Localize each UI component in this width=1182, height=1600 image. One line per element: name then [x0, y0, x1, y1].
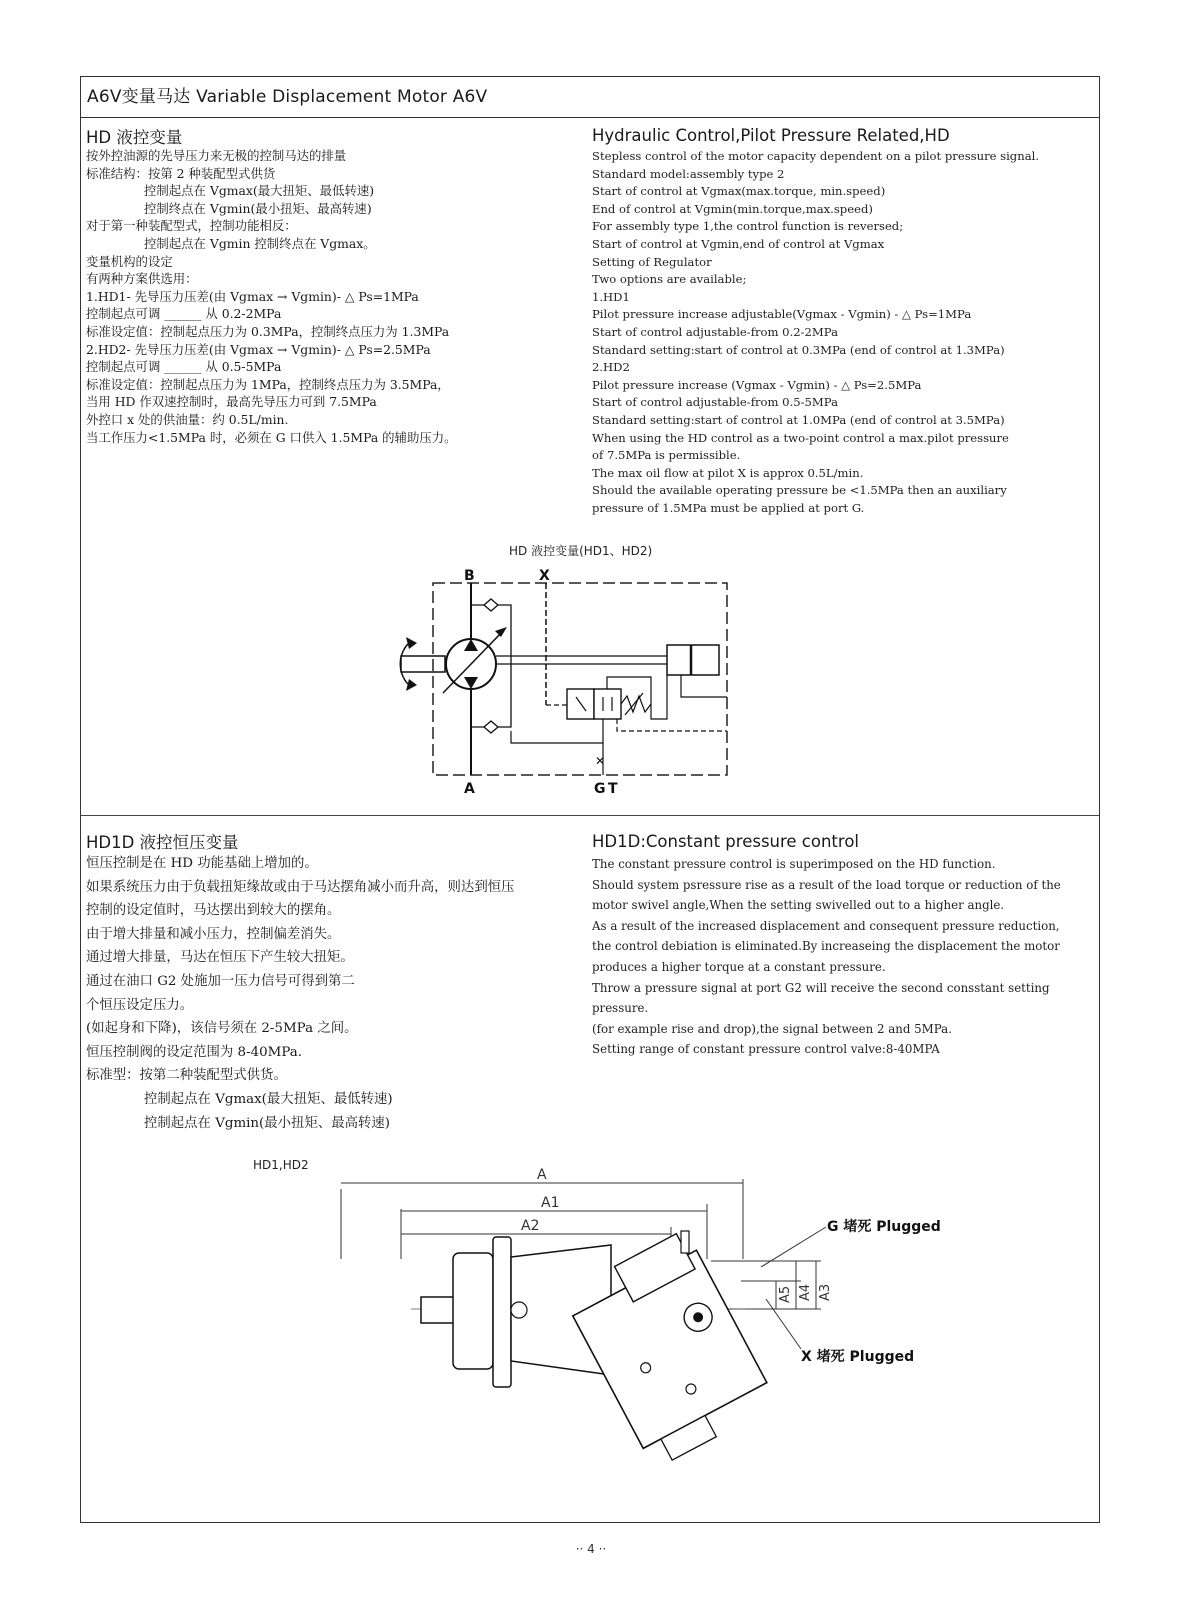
text-line: of 7.5MPa is permissible.	[592, 448, 741, 463]
page-title: A6V变量马达 Variable Displacement Motor A6V	[87, 87, 488, 107]
text-line: The constant pressure control is superimposed on the HD function.	[592, 857, 996, 871]
check-valve-bottom	[484, 721, 498, 733]
text-line: 控制起点在 Vgmin 控制终点在 Vgmax。	[144, 235, 376, 251]
control-cylinder	[667, 645, 719, 675]
flange-bolt	[511, 1302, 527, 1318]
text-line: Start of control at Vgmin,end of control at Vgmax	[592, 236, 885, 251]
motor-dimension-drawing	[241, 1149, 941, 1519]
text-line: The max oil flow at pilot X is approx 0.5L/min.	[592, 465, 864, 480]
text-line: End of control at Vgmin(min.torque,max.speed)	[592, 201, 873, 216]
text-line: 如果系统压力由于负载扭矩缘故或由于马达摆角减小而升高，则达到恒压	[86, 879, 515, 895]
text-line: 标准型：按第二种装配型式供货。	[86, 1068, 287, 1084]
hd1d-title-cn: HD1D 液控恒压变量	[86, 833, 239, 852]
text-line: 2.HD2	[592, 360, 630, 375]
variable-arrow-head	[495, 627, 507, 637]
page-number: ·· 4 ··	[575, 1542, 607, 1556]
cylinder-line	[681, 675, 727, 697]
hd-title-en: Hydraulic Control,Pilot Pressure Related,HD	[592, 126, 950, 145]
text-line: 外控口 x 处的供油量：约 0.5L/min.	[86, 411, 289, 427]
supply-line	[511, 731, 603, 743]
text-line: Start of control adjustable-from 0.2-2MPa	[592, 324, 838, 339]
text-line: 标准设定值：控制起点压力为 0.3MPa，控制终点压力为 1.3MPa	[86, 323, 450, 339]
shuttle-line	[498, 605, 511, 727]
hd-hydraulic-schematic	[381, 537, 781, 807]
schematic-caption: HD 液控变量(HD1、HD2)	[509, 544, 653, 558]
motor-shaft	[401, 656, 445, 672]
text-line: For assembly type 1,the control function is reversed;	[592, 219, 904, 234]
port-g-label: G	[594, 781, 606, 797]
text-line: 变量机构的设定	[86, 253, 173, 269]
port-b-label: B	[464, 568, 475, 584]
text-line: As a result of the increased displacement and consequent pressure reduction,	[592, 918, 1060, 933]
text-line: produces a higher torque at a constant pressure.	[592, 959, 886, 974]
hd-title-cn: HD 液控变量	[86, 128, 183, 147]
text-line: 恒压控制阀的设定范围为 8-40MPa.	[86, 1044, 302, 1060]
text-line: 控制起点在 Vgmax(最大扭矩、最低转速)	[144, 1091, 393, 1107]
text-line: Standard setting:start of control at 1.0MPa (end of control at 3.5MPa)	[592, 412, 1005, 427]
page-frame	[80, 76, 1100, 1523]
hd-text-en	[592, 148, 1039, 517]
text-line: Start of control at Vgmax(max.torque, min.speed)	[592, 184, 886, 199]
servo-valve-right	[594, 689, 621, 719]
text-line: (如起身和下降)，该信号须在 2-5MPa 之间。	[86, 1021, 358, 1037]
text-line: 控制起点可调 ______ 从 0.2-2MPa	[86, 306, 282, 322]
drawing-caption: HD1,HD2	[253, 1158, 309, 1172]
text-line: Setting range of constant pressure control valve:8-40MPA	[592, 1042, 940, 1057]
text-line: Stepless control of the motor capacity dependent on a pilot pressure signal.	[592, 149, 1040, 163]
rotation-arrow-head-bottom	[406, 679, 417, 691]
dim-a-label: A	[537, 1167, 547, 1183]
text-line: 控制终点在 Vgmin(最小扭矩、最高转速)	[144, 200, 372, 216]
text-line: 通过在油口 G2 处施加一压力信号可得到第二	[86, 973, 355, 989]
text-line: 1.HD1- 先导压力压差(由 Vgmax → Vgmin)- △ Ps=1MPa	[86, 288, 419, 304]
text-line: motor swivel angle,When the setting swivelled out to a higher angle.	[592, 898, 1005, 913]
text-line: 通过增大排量，马达在恒压下产生较大扭矩。	[86, 950, 354, 966]
dim-a2-label: A2	[521, 1218, 540, 1234]
port-a-label: A	[464, 781, 475, 797]
dim-a4-label: A4	[798, 1283, 813, 1301]
text-line: Should system psressure rise as a result of the load torque or reduction of the	[592, 877, 1061, 892]
text-line: 控制的设定值时，马达摆出到较大的摆角。	[86, 903, 341, 919]
rotation-arrow-head-top	[406, 637, 417, 649]
flange-plate	[493, 1237, 511, 1387]
text-line: pressure of 1.5MPa must be applied at port G.	[592, 500, 865, 515]
dim-a3-label: A3	[818, 1283, 833, 1301]
output-shaft	[421, 1297, 455, 1323]
text-line: pressure.	[592, 1001, 649, 1016]
text-line: 控制起点可调 ______ 从 0.5-5MPa	[86, 359, 282, 375]
text-line: 由于增大排量和减小压力，控制偏差消失。	[86, 926, 341, 942]
text-line: 有两种方案供选用：	[86, 271, 198, 287]
page-header	[81, 77, 1099, 118]
text-line: 2.HD2- 先导压力压差(由 Vgmax → Vgmin)- △ Ps=2.5MPa	[86, 341, 431, 357]
orifice-mark: ✕	[595, 754, 606, 768]
text-line: 标准设定值：控制起点压力为 1MPa，控制终点压力为 3.5MPa，	[86, 376, 450, 392]
text-line: (for example rise and drop),the signal between 2 and 5MPa.	[592, 1021, 952, 1036]
port-g-plugged: G 堵死 Plugged	[827, 1219, 941, 1235]
text-line: 按外控油源的先导压力来无极的控制马达的排量	[86, 148, 347, 163]
text-line: 标准结构：按第 2 种装配型式供货	[86, 165, 276, 181]
text-line: Standard setting:start of control at 0.3MPa (end of control at 1.3MPa)	[592, 342, 1005, 357]
port-x-label: X	[539, 568, 550, 584]
check-valve-top	[484, 599, 498, 611]
hd1d-text-en	[592, 854, 1061, 1060]
text-line: 1.HD1	[592, 289, 630, 304]
vent-plug	[681, 1231, 689, 1253]
text-line: Setting of Regulator	[592, 254, 712, 269]
tank-line	[617, 719, 727, 731]
text-line: Should the available operating pressure be <1.5MPa then an auxiliary	[592, 483, 1007, 498]
text-line: 对于第一种装配型式，控制功能相反：	[86, 218, 297, 234]
text-line: Start of control adjustable-from 0.5-5MPa	[592, 395, 838, 410]
valve-spring	[621, 696, 651, 712]
text-line: Throw a pressure signal at port G2 will receive the second consstant setting	[592, 980, 1050, 995]
text-line: Standard model:assembly type 2	[592, 166, 785, 181]
hd1d-title-en: HD1D:Constant pressure control	[592, 832, 860, 851]
port-x-plugged: X 堵死 Plugged	[801, 1349, 915, 1365]
text-line: Pilot pressure increase adjustable(Vgmax - Vgmin) - △ Ps=1MPa	[592, 307, 972, 322]
text-line: Two options are available;	[592, 272, 747, 287]
text-line: 个恒压设定压力。	[86, 997, 194, 1013]
text-line: When using the HD control as a two-point control a max.pilot pressure	[592, 430, 1009, 445]
section-divider	[81, 815, 1099, 816]
text-line: Pilot pressure increase (Vgmax - Vgmin) - △ Ps=2.5MPa	[592, 377, 922, 392]
text-line: the control debiation is eliminated.By increaseing the displacement the motor	[592, 939, 1060, 954]
text-line: 当工作压力<1.5MPa 时，必须在 G 口供入 1.5MPa 的辅助压力。	[86, 429, 457, 445]
port-t-label: T	[608, 781, 618, 797]
mounting-flange	[453, 1253, 493, 1369]
text-line: 恒压控制是在 HD 功能基础上增加的。	[86, 856, 318, 871]
dim-a1-label: A1	[541, 1195, 560, 1211]
hd1d-text-cn	[86, 852, 515, 1135]
text-line: 控制起点在 Vgmin(最小扭矩、最高转速)	[144, 1115, 391, 1131]
text-line: 控制起点在 Vgmax(最大扭矩、最低转速)	[144, 183, 375, 199]
text-line: 当用 HD 作双速控制时，最高先导压力可到 7.5MPa	[86, 394, 377, 410]
hd-text-cn	[86, 147, 457, 446]
dim-a5-label: A5	[778, 1285, 793, 1303]
